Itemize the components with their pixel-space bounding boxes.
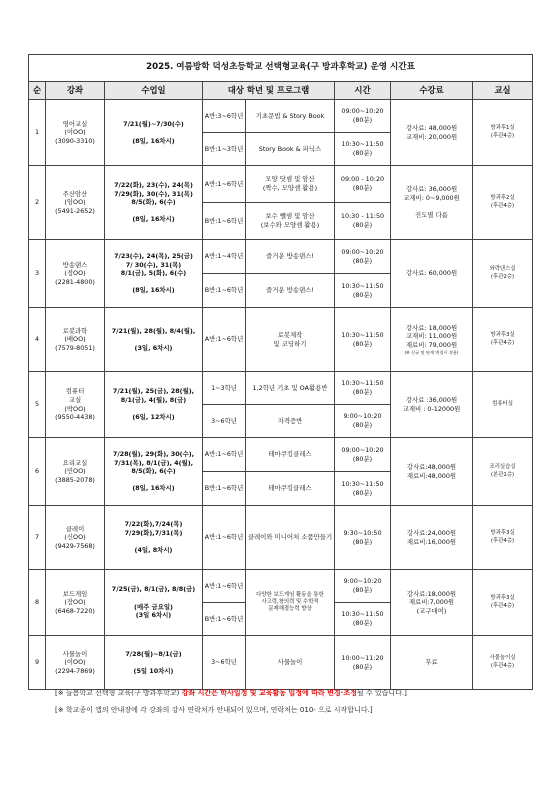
class-time-line: (80분)	[352, 149, 373, 157]
schedule-sheet	[28, 54, 532, 690]
course-number	[29, 506, 46, 570]
note-schedule-change	[55, 688, 407, 698]
course-count: (매주 금요일)	[134, 602, 173, 611]
course-days	[105, 570, 203, 636]
course-days-line: 7/ 30(수), 31(목)	[125, 260, 182, 269]
class-time	[335, 166, 391, 203]
course-room-line: (후관2층)	[490, 273, 515, 280]
program-line: 사고력,창의력 및 수학적	[261, 598, 319, 605]
course-name-line: (이OO)	[64, 128, 86, 137]
program-line: 사물놀이	[277, 658, 303, 667]
course-name	[46, 570, 105, 636]
program-line: 테마쿠킹클래스	[268, 450, 312, 459]
course-room-line: (후관4층)	[490, 662, 515, 669]
course-number-text: 8	[34, 598, 40, 607]
course-room	[473, 570, 533, 636]
course-count: (8일, 16차시)	[132, 286, 175, 295]
course-number-text: 5	[34, 400, 40, 409]
class-time-line: (80분)	[352, 537, 373, 546]
program-name	[246, 274, 335, 308]
schedule-table	[28, 54, 533, 690]
course-name-line: 주산암산	[62, 189, 88, 198]
target-grade-text: 3~6학년	[211, 416, 237, 425]
target-grade	[203, 203, 246, 240]
table-row	[29, 372, 533, 405]
course-name-line: (7579-8051)	[55, 343, 95, 352]
program-name	[246, 636, 335, 690]
class-time	[335, 603, 391, 636]
course-number-text: 7	[34, 533, 40, 542]
course-fee-line: 강사료:18,000원	[406, 589, 457, 598]
course-days-line: 7/21(월), 25(금), 28(월),	[112, 387, 195, 396]
course-days	[105, 506, 203, 570]
class-time-line: (80분)	[352, 221, 373, 229]
class-time-line: (80분)	[352, 454, 373, 463]
class-time-line: 10:00~11:20	[341, 653, 384, 662]
course-count: (8일, 16차시)	[132, 484, 175, 493]
target-grade-text: B반:1~6학년	[204, 614, 244, 623]
target-grade	[203, 100, 246, 133]
course-name-line: (이OO)	[64, 658, 86, 667]
course-fee-line: 강사료: 60,000원	[405, 269, 458, 278]
col-header-course: 강좌	[46, 82, 105, 100]
target-grade-text: B반:1~6학년	[204, 216, 244, 225]
program-name	[246, 372, 335, 405]
course-room	[473, 240, 533, 308]
program-name	[246, 133, 335, 166]
target-grade-text: B반:1~6학년	[204, 286, 244, 295]
program-line: (보수와 모양셈 활용)	[260, 221, 320, 229]
program-line: 즐거운 방송댄스!	[266, 252, 314, 261]
course-fee-line: 강사료: 18,000원	[405, 323, 458, 332]
class-time-line: (80분)	[352, 662, 373, 671]
col-header-no: 순	[29, 82, 46, 100]
course-number	[29, 570, 46, 636]
target-grade	[203, 274, 246, 308]
course-days-line: 7/28(월)~8/1(금)	[125, 649, 182, 658]
course-fee	[391, 100, 473, 166]
target-grade-text: A반:1~6학년	[204, 450, 244, 459]
course-count: (8일, 16차시)	[132, 215, 175, 224]
course-number	[29, 308, 46, 372]
course-fee	[391, 438, 473, 506]
course-fee	[391, 636, 473, 690]
class-time-line: (80분)	[352, 116, 373, 124]
program-line: 모양 닷셈 및 암산	[265, 175, 315, 184]
course-fee	[391, 570, 473, 636]
course-name-line: 클레이	[65, 524, 85, 533]
target-grade	[203, 472, 246, 506]
course-days	[105, 166, 203, 240]
course-days-line: 7/22(화), 23(수), 24(목)	[114, 180, 193, 189]
course-name	[46, 100, 105, 166]
class-time	[335, 133, 391, 166]
course-name	[46, 308, 105, 372]
class-time-line: 10:30 - 11:50	[340, 212, 385, 221]
target-grade-text: A반:1~6학년	[204, 533, 244, 542]
course-number	[29, 438, 46, 506]
program-line: 다양한 보드게임 활동을 통한	[256, 591, 324, 598]
col-header-room: 교실	[473, 82, 533, 100]
course-days-line: 7/23(수), 24(목), 25(금)	[114, 251, 193, 260]
target-grade	[203, 240, 246, 274]
course-room-line: 사물놀이실	[489, 655, 516, 662]
class-time-line: (80분)	[352, 256, 373, 265]
class-time	[335, 274, 391, 308]
table-row	[29, 240, 533, 274]
course-days-line: 8/5(화), 6(수)	[131, 198, 176, 207]
program-line: (짝수, 모양셈 활용)	[262, 184, 318, 192]
class-time	[335, 636, 391, 690]
course-name-line: 사물놀이	[62, 649, 88, 658]
course-fee	[391, 166, 473, 240]
class-time	[335, 472, 391, 506]
course-fee-line: 교재비 : 0-12000원	[402, 404, 461, 413]
course-days-line: 8/1(금), 4(월), 8(금)	[120, 395, 187, 404]
class-time-line: (80분)	[352, 388, 373, 396]
course-name-line: 컴퓨터	[65, 387, 85, 396]
target-grade	[203, 506, 246, 570]
course-days-line: 7/28(월), 29(화), 30(수),	[112, 449, 195, 458]
course-count: (6일, 12차시)	[132, 413, 175, 422]
target-grade	[203, 405, 246, 438]
course-room-line: (본관1층)	[490, 471, 515, 478]
program-line: 1,2학년 기초 및 OA활용반	[252, 383, 328, 392]
course-days	[105, 372, 203, 438]
class-time	[335, 405, 391, 438]
class-time-line: (80분)	[352, 619, 373, 627]
course-count: (4일, 8차시)	[134, 546, 173, 555]
table-row	[29, 438, 533, 472]
course-name-line: 방송댄스	[62, 260, 88, 269]
course-fee-line: 무료	[425, 658, 438, 667]
course-fee-line: 진도별 다름	[415, 211, 448, 220]
program-line: Story Book & 파닉스	[258, 144, 322, 153]
class-time-line: (80분)	[352, 421, 373, 429]
class-time	[335, 506, 391, 570]
target-grade-text: A반:3~6학년	[204, 111, 244, 120]
course-days	[105, 240, 203, 308]
course-room	[473, 308, 533, 372]
course-name-line: (민OO)	[64, 467, 86, 476]
target-grade-text: A반:1~4학년	[204, 252, 244, 261]
course-name-line: (2281-4800)	[55, 277, 95, 286]
course-count: (8일, 16차시)	[132, 136, 175, 145]
class-time-line: 09:00 - 10:20	[340, 175, 385, 184]
note-text: 될 수 있습니다.]	[356, 689, 407, 697]
course-name	[46, 166, 105, 240]
course-fee-line: 강사료:48,000원	[406, 462, 457, 471]
table-row	[29, 636, 533, 690]
course-fee-line	[392, 203, 471, 212]
table-row	[29, 506, 533, 570]
course-fee	[391, 240, 473, 308]
course-name-line: 교실	[68, 395, 82, 404]
course-fee-line: 재료비:48,000원	[406, 471, 457, 480]
class-time-line: (80분)	[352, 184, 373, 192]
course-number	[29, 372, 46, 438]
course-room-line: (후관4층)	[490, 339, 515, 346]
course-days-line: 7/31(목), 8/1(금), 4(월),	[113, 458, 194, 467]
course-name-line: (배OO)	[64, 335, 86, 344]
course-days-line: 7/21(월)~7/30(수)	[123, 119, 184, 128]
course-number	[29, 240, 46, 308]
class-time-line: (80분)	[352, 586, 373, 594]
course-days-line: 7/29(화),7/31(목)	[124, 528, 183, 537]
course-fee	[391, 372, 473, 438]
course-number-text: 6	[34, 467, 40, 476]
class-time-line: 09:00~10:20	[341, 247, 384, 256]
program-name	[246, 506, 335, 570]
program-line: 자격증반	[277, 416, 303, 425]
program-name	[246, 100, 335, 133]
note-contact: [※ 학교종이 앱의 안내장에 각 강좌의 강사 연락처가 안내되어 있으며, 연락처는 010- 으로 시작합니다.]	[55, 706, 373, 714]
class-time-line: 09:00~10:20	[341, 107, 384, 116]
class-time	[335, 100, 391, 133]
course-fee-line: 강사료: 36,000원	[405, 185, 458, 194]
course-fee-line: 재료비:16,000원	[406, 537, 457, 546]
program-line: 테마쿠킹클래스	[268, 484, 312, 493]
course-fee-line: 교재비: 11,000원	[405, 332, 458, 341]
class-time	[335, 372, 391, 405]
course-name-line: (3885-2078)	[55, 475, 95, 484]
course-fee	[391, 308, 473, 372]
target-grade	[203, 133, 246, 166]
course-fee-line: 강사료: 48,000원	[405, 123, 458, 132]
class-time-line: 9:00~10:20	[343, 412, 382, 421]
course-name-line: 요리교실	[62, 458, 88, 467]
course-fee	[391, 506, 473, 570]
program-line: 문제해결능력 향상	[268, 606, 312, 613]
target-grade-text: B반:1~3학년	[204, 144, 244, 153]
table-row	[29, 100, 533, 133]
course-number-text: 3	[34, 269, 40, 278]
target-grade-text: 3~6학년	[211, 658, 237, 667]
course-name-line: (정OO)	[64, 269, 86, 278]
course-room-line: 방과후1실	[490, 125, 515, 132]
course-number-text: 1	[34, 128, 40, 137]
program-line: 보수 뺄셈 및 암산	[265, 212, 315, 221]
course-count: (5일 10차시)	[133, 666, 174, 675]
program-name	[246, 405, 335, 438]
class-time	[335, 570, 391, 603]
course-name-line: (5491-2652)	[55, 206, 95, 215]
program-name	[246, 166, 335, 203]
course-room-line: 방과후3실	[490, 595, 515, 602]
target-grade	[203, 603, 246, 636]
class-time-line: 09:00~10:20	[341, 445, 384, 454]
course-number-text: 4	[34, 335, 40, 344]
course-room	[473, 636, 533, 690]
col-header-time: 시간	[335, 82, 391, 100]
class-time	[335, 240, 391, 274]
course-days-line: 7/25(금), 8/1(금), 8/8(금)	[111, 585, 196, 594]
program-line: 즐거운 방송댄스!	[266, 286, 314, 295]
class-time-line: 9:30~10:50	[343, 528, 382, 537]
course-name-line: 로봇과학	[62, 326, 88, 335]
table-row	[29, 166, 533, 203]
col-header-days: 수업일	[105, 82, 203, 100]
course-number-text: 9	[34, 658, 40, 667]
target-grade-text: A반:1~6학년	[204, 581, 244, 590]
course-room-line: 조리실습실	[489, 464, 516, 471]
course-room	[473, 166, 533, 240]
course-name-line: (임OO)	[64, 198, 86, 207]
course-room	[473, 506, 533, 570]
note-text: [※ 늘봄학교 선택형 교육(구 방과후학교)	[55, 689, 182, 697]
course-room-line: 방과후3실	[490, 332, 515, 339]
course-name-line: (신OO)	[64, 533, 86, 542]
target-grade	[203, 570, 246, 603]
table-row	[29, 570, 533, 603]
course-room-line: (후관4층)	[490, 202, 515, 209]
course-name-line: (2294-7869)	[55, 666, 95, 675]
course-name-line: (박OO)	[64, 404, 86, 413]
program-name	[246, 203, 335, 240]
course-days-line: 7/21(월), 28(월), 8/4(월),	[111, 326, 196, 335]
course-room-line: 와락댄스실	[489, 266, 516, 273]
course-days	[105, 636, 203, 690]
course-room-line: 방과후2실	[490, 195, 515, 202]
course-count: (3일 6차시)	[135, 611, 172, 620]
course-name	[46, 438, 105, 506]
course-days-line: 7/29(화), 30(수), 31(목)	[114, 189, 193, 198]
course-count: (3일, 6차시)	[134, 343, 173, 352]
course-name-line: (6468-7220)	[55, 606, 95, 615]
course-room	[473, 438, 533, 506]
course-days-line: 8/1(금), 5(화), 6(수)	[120, 269, 187, 278]
course-name	[46, 240, 105, 308]
course-fee-line: 재료비: 79,000원	[405, 340, 458, 349]
course-fee-line: 강사료:24,000원	[406, 528, 457, 537]
class-time-line: (80분)	[352, 488, 373, 497]
course-fee-line: 재료비:7,000원	[408, 598, 455, 607]
target-grade-text: 1~3학년	[211, 383, 237, 392]
course-room-line: (후관4층)	[490, 132, 515, 139]
course-fee-line: 교재비: 20,000원	[405, 132, 458, 141]
course-name	[46, 372, 105, 438]
course-name-line: (장OO)	[64, 598, 86, 607]
program-name	[246, 438, 335, 472]
program-name	[246, 308, 335, 372]
note-highlight: 강좌 시간은 학사일정 및 교육활동 일정에 따라 변경·조정	[181, 689, 357, 697]
course-fee-note: (※ 신규 및 단계 변경시 적용)	[404, 349, 459, 355]
course-room-line: (후관4층)	[490, 537, 515, 544]
program-line: 및 코딩하기	[273, 339, 307, 348]
target-grade	[203, 438, 246, 472]
course-days	[105, 438, 203, 506]
course-days	[105, 308, 203, 372]
course-fee-line: (교구대여)	[416, 606, 447, 615]
course-name-line: 영어교실	[62, 119, 88, 128]
program-name	[246, 472, 335, 506]
class-time-line: 10:30~11:50	[341, 281, 384, 290]
course-number	[29, 636, 46, 690]
course-days	[105, 100, 203, 166]
course-room-line: 컴퓨터실	[492, 400, 513, 407]
course-room-line: 방과후3실	[490, 530, 515, 537]
class-time-line: (80분)	[352, 339, 373, 348]
program-line: 로봇제작	[277, 330, 303, 339]
program-name	[246, 240, 335, 274]
class-time	[335, 308, 391, 372]
course-room-line: (후관4층)	[490, 602, 515, 609]
class-time-line: 10:30~11:50	[341, 610, 384, 619]
class-time-line: 10:30~11:50	[341, 479, 384, 488]
course-days-line: 8/5(화), 6(수)	[131, 467, 176, 476]
class-time-line: 10:30~11:50	[341, 330, 384, 339]
target-grade	[203, 372, 246, 405]
course-number	[29, 166, 46, 240]
target-grade	[203, 166, 246, 203]
col-header-target: 대상 학년 및 프로그램	[203, 82, 335, 100]
table-row	[29, 308, 533, 372]
course-number-text: 2	[34, 198, 40, 207]
target-grade-text: A반:1~6학년	[204, 179, 244, 188]
class-time-line: 10:30~11:50	[341, 379, 384, 388]
class-time	[335, 203, 391, 240]
program-line: 클레이와 미니어처 소품만들기	[247, 533, 333, 542]
page-title: 2025. 여름방학 덕성초등학교 선택형교육(구 방과후학교) 운영 시간표	[29, 55, 533, 82]
course-name	[46, 636, 105, 690]
course-name-line: 보드게임	[62, 589, 88, 598]
class-time-line: 10:30~11:50	[341, 140, 384, 149]
program-line: 기초문법 & Story Book	[255, 111, 325, 120]
course-days-line: 7/22(화),7/24(목)	[124, 520, 183, 529]
course-number	[29, 100, 46, 166]
class-time-line: (80분)	[352, 290, 373, 299]
course-name-line: (9429-7568)	[55, 541, 95, 550]
course-name-line: (3090-3310)	[55, 136, 95, 145]
program-name	[246, 570, 335, 636]
target-grade	[203, 636, 246, 690]
target-grade	[203, 308, 246, 372]
target-grade-text: A반:1~6학년	[204, 335, 244, 344]
course-room	[473, 100, 533, 166]
target-grade-text: B반:1~6학년	[204, 484, 244, 493]
class-time	[335, 438, 391, 472]
course-fee-line: 교재비: 0~9,000원	[403, 193, 460, 202]
col-header-fee: 수강료	[391, 82, 473, 100]
course-fee-line: 강사료 :36,000원	[405, 395, 458, 404]
course-room	[473, 372, 533, 438]
class-time-line: 9:00~10:20	[343, 577, 382, 586]
course-name-line: (9550-4438)	[55, 413, 95, 422]
course-name	[46, 506, 105, 570]
